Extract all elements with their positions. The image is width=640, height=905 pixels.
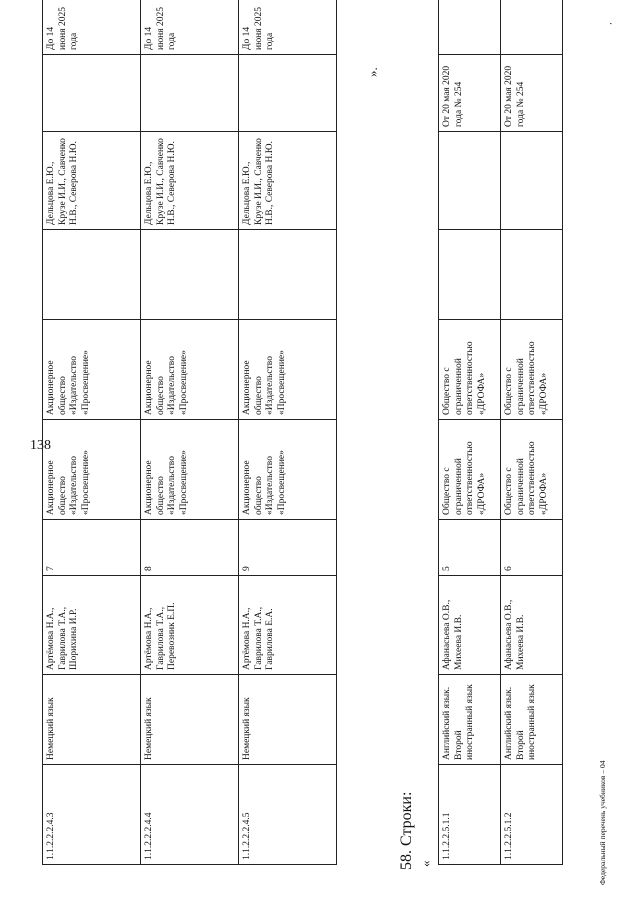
cell-num: 9 bbox=[239, 520, 337, 576]
cell-org1: Общество с ограниченной ответственностью «ДРОФА» bbox=[501, 420, 563, 520]
cell-date: До 14 июня 2025 года bbox=[43, 0, 141, 55]
cell-num: 7 bbox=[43, 520, 141, 576]
cell-authors2: Дельцова Е.Ю., Крузе И.И., Савченко Н.В., Северова Н.Ю. bbox=[141, 132, 239, 230]
section-title: 58. Строки: bbox=[398, 791, 415, 870]
cell-authors2 bbox=[439, 132, 501, 230]
cell-org1: Акционерное общество «Издательство «Просвещение» bbox=[239, 420, 337, 520]
cell-blank bbox=[43, 230, 141, 320]
table-row bbox=[43, 0, 141, 865]
open-quote: « bbox=[418, 860, 433, 867]
table-row bbox=[239, 0, 337, 865]
cell-order: От 20 мая 2020 года № 254 bbox=[501, 55, 563, 132]
cell-code: 1.1.2.2.2.4.3 bbox=[43, 765, 141, 865]
lower-table bbox=[438, 0, 563, 865]
cell-org2: Акционерное общество «Издательство «Просвещение» bbox=[141, 320, 239, 420]
cell-date: До 14 июня 2025 года bbox=[239, 0, 337, 55]
cell-authors2: Дельцова Е.Ю., Крузе И.И., Савченко Н.В., Северова Н.Ю. bbox=[43, 132, 141, 230]
cell-authors: Артёмова Н.А., Гаврилова Т.А., Перевозник Е.П. bbox=[141, 576, 239, 675]
cell-date bbox=[501, 0, 563, 55]
table-row bbox=[439, 0, 501, 865]
cell-authors2 bbox=[501, 132, 563, 230]
cell-order bbox=[239, 55, 337, 132]
cell-order: От 20 мая 2020 года № 254 bbox=[439, 55, 501, 132]
cell-date: До 14 июня 2025 года bbox=[141, 0, 239, 55]
cell-org1: Общество с ограниченной ответственностью «ДРОФА» bbox=[439, 420, 501, 520]
page-number: 138 bbox=[30, 438, 51, 453]
cell-subject: Немецкий язык bbox=[43, 675, 141, 765]
cell-subject: Немецкий язык bbox=[239, 675, 337, 765]
cell-num: 6 bbox=[501, 520, 563, 576]
cell-num: 5 bbox=[439, 520, 501, 576]
cell-blank bbox=[439, 230, 501, 320]
cell-authors: Артёмова Н.А., Гаврилова Т.А., Гаврилова Е.А. bbox=[239, 576, 337, 675]
corner-mark: ‚ bbox=[604, 22, 613, 25]
cell-subject: Английский язык. Второй иностранный язык bbox=[501, 675, 563, 765]
cell-code: 1.1.2.2.2.4.5 bbox=[239, 765, 337, 865]
footer-text: Федеральный перечень учебников – 04 bbox=[598, 760, 607, 885]
cell-blank bbox=[239, 230, 337, 320]
cell-org2: Общество с ограниченной ответственностью «ДРОФА» bbox=[501, 320, 563, 420]
cell-authors: Афанасьева О.В., Михеева И.В. bbox=[439, 576, 501, 675]
cell-org2: Акционерное общество «Издательство «Просвещение» bbox=[239, 320, 337, 420]
cell-subject: Немецкий язык bbox=[141, 675, 239, 765]
cell-date bbox=[439, 0, 501, 55]
cell-org1: Акционерное общество «Издательство «Просвещение» bbox=[43, 420, 141, 520]
cell-authors2: Дельцова Е.Ю., Крузе И.И., Савченко Н.В., Северова Н.Ю. bbox=[239, 132, 337, 230]
cell-order bbox=[141, 55, 239, 132]
cell-code: 1.1.2.2.5.1.1 bbox=[439, 765, 501, 865]
cell-org2: Общество с ограниченной ответственностью «ДРОФА» bbox=[439, 320, 501, 420]
cell-authors: Афанасьева О.В., Михеева И.В. bbox=[501, 576, 563, 675]
table-row bbox=[501, 0, 563, 865]
cell-org2: Акционерное общество «Издательство «Просвещение» bbox=[43, 320, 141, 420]
cell-authors: Артёмова Н.А., Гаврилова Т.А., Шорихина И.Р. bbox=[43, 576, 141, 675]
cell-order bbox=[43, 55, 141, 132]
upper-table bbox=[42, 0, 337, 865]
cell-org1: Акционерное общество «Издательство «Просвещение» bbox=[141, 420, 239, 520]
table-row bbox=[141, 0, 239, 865]
cell-subject: Английский язык. Второй иностранный язык bbox=[439, 675, 501, 765]
cell-code: 1.1.2.2.2.4.4 bbox=[141, 765, 239, 865]
cell-blank bbox=[501, 230, 563, 320]
cell-num: 8 bbox=[141, 520, 239, 576]
cell-blank bbox=[141, 230, 239, 320]
close-quote: ». bbox=[365, 67, 380, 77]
cell-code: 1.1.2.2.5.1.2 bbox=[501, 765, 563, 865]
